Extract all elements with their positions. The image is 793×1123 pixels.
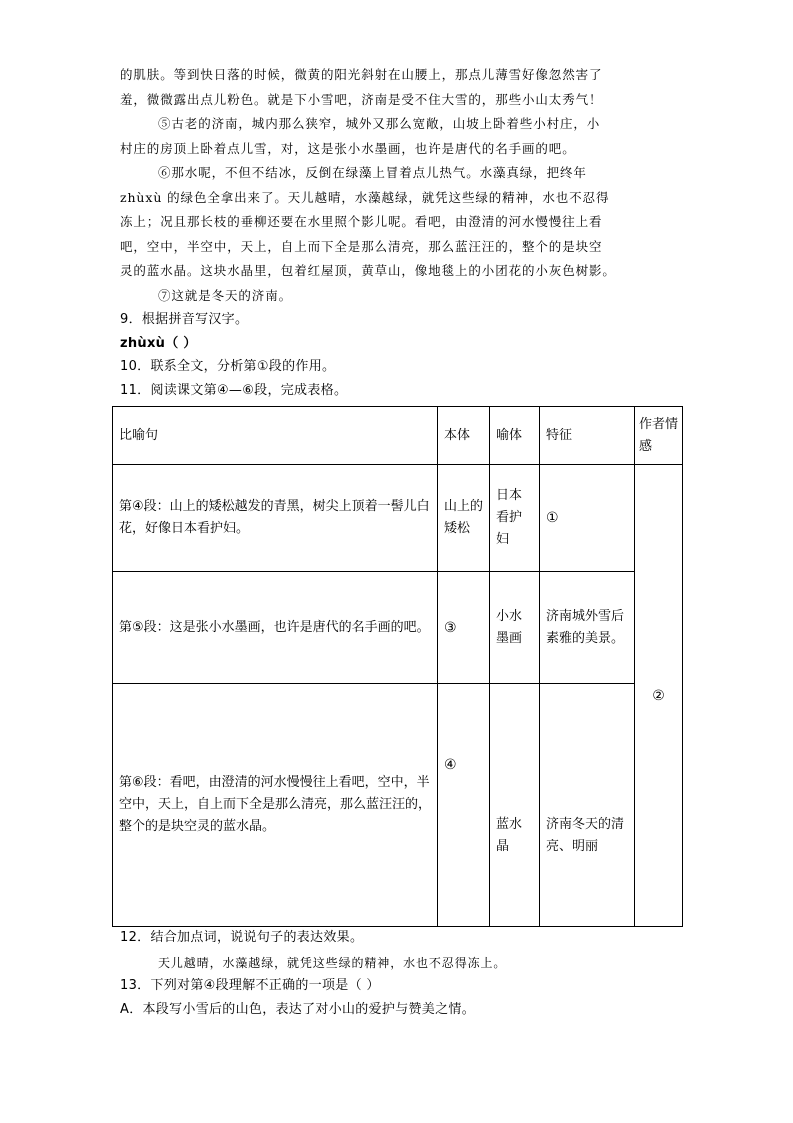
sentence-cell: 第⑥段：看吧，由澄清的河水慢慢往上看吧，空中，半空中，天上，自上而下全是那么清亮，那么蓝汪汪的，整个的是块空灵的蓝水晶。	[113, 684, 438, 927]
table-row	[113, 465, 683, 572]
question-9-title: 9．根据拼音写汉字。	[120, 312, 249, 327]
passage-line: 的肌肤。等到快日落的时候，微黄的阳光斜射在山腰上，那点儿薄雪好像忽然害了	[120, 67, 603, 82]
question-13-title: 13．下列对第④段理解不正确的一项是（ ）	[120, 978, 380, 993]
table-row	[113, 572, 683, 684]
metaphor-table	[112, 406, 683, 927]
header-cell: 作者情感	[635, 407, 683, 465]
question-11-title: 11．阅读课文第④—⑥段，完成表格。	[120, 383, 348, 398]
header-cell: 喻体	[490, 407, 540, 465]
table-header-row	[113, 407, 683, 465]
passage-line: 吧，空中，半空中，天上，自上而下全是那么清亮，那么蓝汪汪的，整个的是块空	[120, 239, 603, 254]
passage-line: 冻上；况且那长枝的垂柳还要在水里照个影儿呢。看吧，由澄清的河水慢慢往上看	[120, 214, 603, 229]
question-9-blank: zhùxù（ ）	[120, 336, 197, 351]
header-cell: 特征	[540, 407, 635, 465]
passage-line: zhùxù 的绿色全拿出来了。天儿越晴，水藻越绿，就凭这些绿的精神，水也不忍得	[120, 190, 610, 205]
emotion-answer-blank: ②	[635, 465, 683, 927]
tenor-answer-blank: ③	[438, 572, 490, 684]
question-12-title: 12．结合加点词，说说句子的表达效果。	[120, 930, 364, 945]
question-12-sentence: 天儿越晴，水藻越绿，就凭这些绿的精神，水也不忍得冻上。	[158, 956, 507, 970]
passage-line: 灵的蓝水晶。这块水晶里，包着红屋顶，黄草山，像地毯上的小团花的小灰色树影。	[120, 263, 616, 278]
feature-cell: 济南城外雪后素雅的美景。	[540, 572, 635, 684]
table-row	[113, 684, 683, 927]
question-13-option-a: A．本段写小雪后的山色，表达了对小山的爱护与赞美之情。	[120, 1002, 475, 1017]
feature-answer-blank: ①	[540, 465, 635, 572]
sentence-cell: 第④段：山上的矮松越发的青黑，树尖上顶着一髻儿白花，好像日本看护妇。	[113, 465, 438, 572]
tenor-answer-blank: ④	[438, 684, 490, 927]
passage-line: ⑤古老的济南，城内那么狭窄，城外又那么宽敞，山坡上卧着些小村庄，小	[158, 116, 601, 131]
sentence-cell: 第⑤段：这是张小水墨画，也许是唐代的名手画的吧。	[113, 572, 438, 684]
vehicle-cell: 小水墨画	[490, 572, 540, 684]
vehicle-cell: 蓝水晶	[490, 684, 540, 927]
header-cell: 比喻句	[113, 407, 438, 465]
header-cell: 本体	[438, 407, 490, 465]
passage-line: 羞，微微露出点儿粉色。就是下小雪吧，济南是受不住大雪的，那些小山太秀气！	[120, 92, 603, 107]
tenor-cell: 山上的矮松	[438, 465, 490, 572]
passage-line: ⑦这就是冬天的济南。	[158, 288, 293, 303]
passage-line: 村庄的房顶上卧着点儿雪，对，这是张小水墨画，也许是唐代的名手画的吧。	[120, 141, 576, 156]
feature-cell: 济南冬天的清亮、明丽	[540, 684, 635, 927]
vehicle-cell: 日本看护妇	[490, 465, 540, 572]
question-10-title: 10．联系全文，分析第①段的作用。	[120, 359, 336, 374]
passage-line: ⑥那水呢，不但不结冰，反倒在绿藻上冒着点儿热气。水藻真绿，把终年	[158, 165, 587, 180]
